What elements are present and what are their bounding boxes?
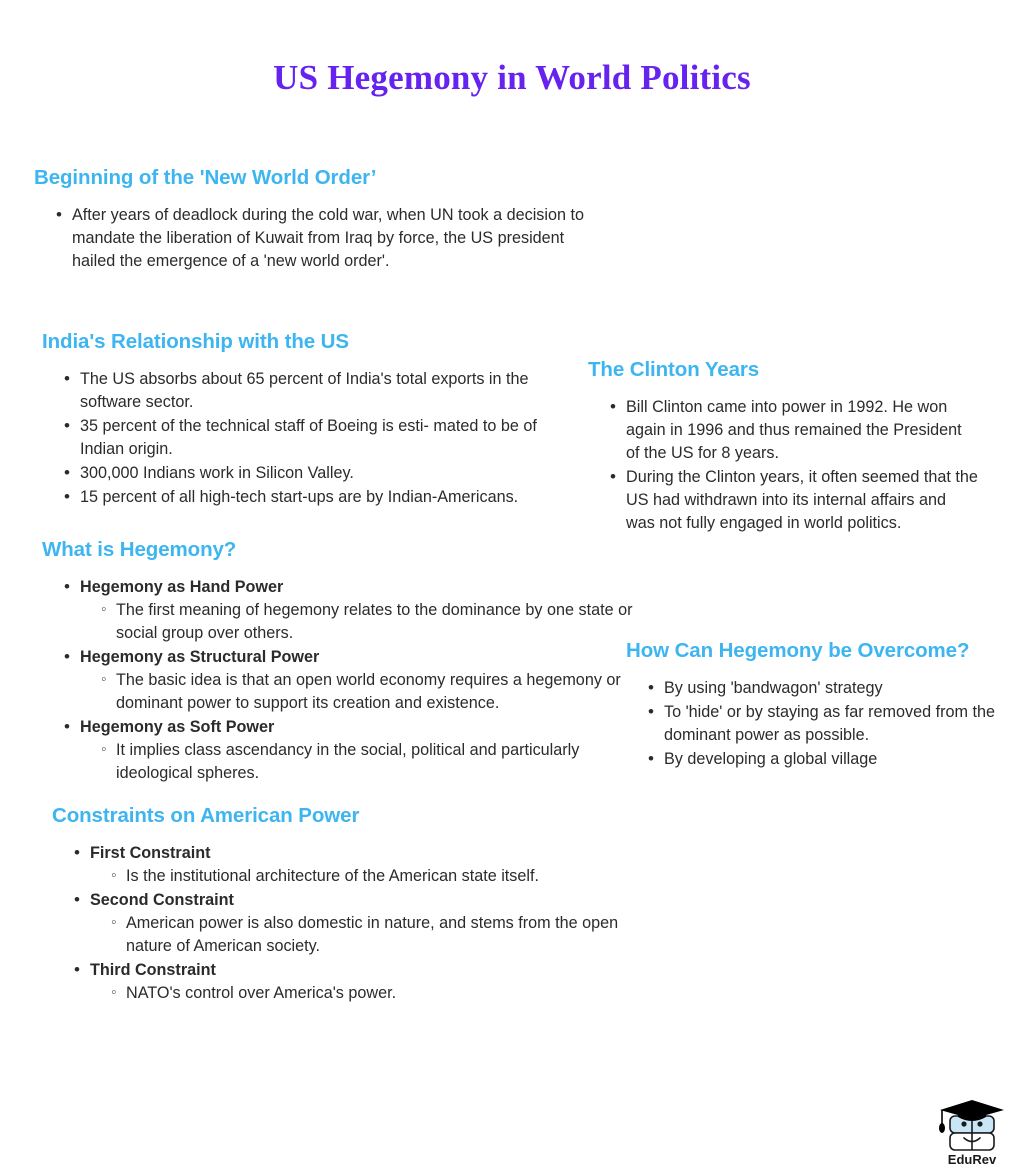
bullet-list: [42, 576, 642, 785]
list-item-text: Hegemony as Structural Power: [80, 648, 320, 666]
list-item-text: By developing a global village: [664, 750, 878, 768]
list-item: [64, 462, 562, 485]
list-item-text: Bill Clinton came into power in 1992. He won again in 1996 and thus remained the President of the US for 8 years.: [626, 398, 962, 462]
list-item: [648, 677, 996, 700]
list-item: [64, 415, 562, 461]
list-item: [64, 486, 562, 509]
list-item: [64, 716, 642, 785]
list-item-text: Hegemony as Soft Power: [80, 718, 275, 736]
bullet-list: [42, 368, 562, 509]
bullet-list: [52, 842, 632, 1005]
list-item: [64, 576, 642, 645]
section-constraints-on-american-power: [52, 804, 632, 1006]
section-what-is-hegemony: [42, 538, 642, 786]
list-item: [74, 889, 632, 958]
sub-bullet-list: [80, 739, 642, 785]
sub-list-item: ◦ Is the institutional architecture of the American state itself.: [111, 865, 632, 888]
list-item-text: By using 'bandwagon' strategy: [664, 679, 883, 697]
sub-list-item: ◦ It implies class ascendancy in the social, political and particularly ideological spheres.: [101, 739, 642, 785]
sub-bullet-list: [90, 865, 632, 888]
list-item-text: To 'hide' or by staying as far removed from the dominant power as possible.: [664, 703, 995, 744]
sub-list-item: ◦ American power is also domestic in nature, and stems from the open nature of American society.: [111, 912, 632, 958]
list-item-text: Third Constraint: [90, 961, 216, 979]
list-item: [64, 368, 562, 414]
sub-bullet-list: [80, 599, 642, 645]
book-icon: [950, 1116, 994, 1150]
sub-bullet-list: [90, 912, 632, 958]
bullet-list: [588, 396, 978, 535]
edurev-logo-text: EduRev: [947, 1152, 997, 1167]
bullet-list: [34, 204, 594, 273]
list-item: [74, 959, 632, 1005]
section-heading: Constraints on American Power: [52, 804, 360, 827]
section-heading: How Can Hegemony be Overcome?: [626, 639, 970, 662]
section-india-relationship: [42, 330, 562, 510]
list-item-text: First Constraint: [90, 844, 211, 862]
edurev-logo: [932, 1096, 1012, 1168]
list-item: [648, 701, 996, 747]
list-item: [56, 204, 594, 273]
list-item-text: 15 percent of all high-tech start-ups are by Indian-Americans.: [80, 488, 519, 506]
section-heading: Beginning of the 'New World Order’: [34, 166, 377, 189]
section-heading: India's Relationship with the US: [42, 330, 349, 353]
page-title: US Hegemony in World Politics: [273, 58, 751, 97]
section-how-can-hegemony-be-overcome: [626, 639, 996, 772]
sub-list-item: ◦ The first meaning of hegemony relates to the dominance by one state or social group over others.: [101, 599, 642, 645]
bullet-list: [626, 677, 996, 771]
list-item-text: 300,000 Indians work in Silicon Valley.: [80, 464, 354, 482]
sub-bullet-list: [90, 982, 632, 1005]
list-item-text: Second Constraint: [90, 891, 234, 909]
list-item: [74, 842, 632, 888]
sub-list-item: ◦ The basic idea is that an open world economy requires a hegemony or dominant power to support its creation and existence.: [101, 669, 642, 715]
sub-list-item: ◦ NATO's control over America's power.: [111, 982, 632, 1005]
list-item: [64, 646, 642, 715]
section-heading: What is Hegemony?: [42, 538, 237, 561]
sub-bullet-list: [80, 669, 642, 715]
list-item-text: The US absorbs about 65 percent of India's total exports in the software sector.: [80, 370, 529, 411]
list-item: [610, 466, 978, 535]
list-item-text: Hegemony as Hand Power: [80, 578, 284, 596]
section-heading: The Clinton Years: [588, 358, 760, 381]
list-item: [648, 748, 996, 771]
list-item-text: During the Clinton years, it often seemed that the US had withdrawn into its internal affairs and was not fully engaged in world politics.: [626, 468, 978, 532]
list-item-text: After years of deadlock during the cold war, when UN took a decision to mandate the liberation of Kuwait from Iraq by force, the US president hailed the emergence of a 'new world order'.: [72, 206, 584, 270]
list-item-text: 35 percent of the technical staff of Boeing is esti- mated to be of Indian origin.: [80, 417, 537, 458]
section-clinton-years: [588, 358, 978, 536]
section-new-world-order: [34, 166, 594, 274]
list-item: [610, 396, 978, 465]
